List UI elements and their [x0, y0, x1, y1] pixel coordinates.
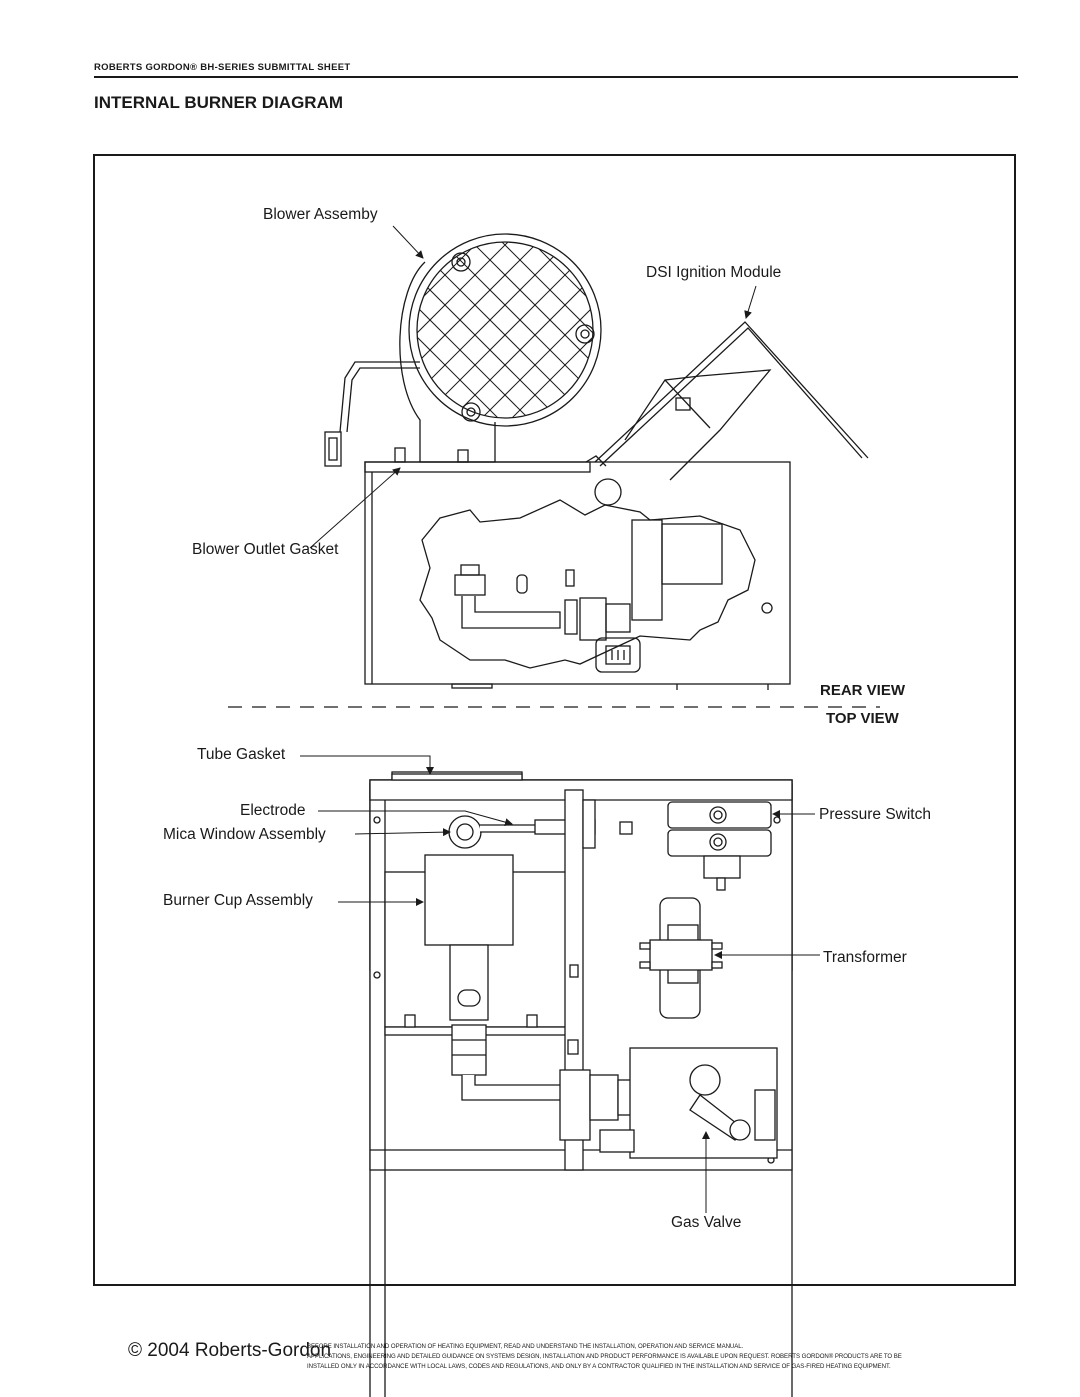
- dsi-ignition-module: [586, 322, 868, 480]
- leader-tube-gasket: [300, 756, 430, 774]
- label-mica-window-assembly: Mica Window Assembly: [163, 826, 326, 843]
- label-dsi-ignition-module: DSI Ignition Module: [646, 264, 782, 281]
- label-transformer: Transformer: [823, 949, 907, 966]
- label-blower-assembly: Blower Assemby: [263, 206, 378, 223]
- disclaimer-line: INSTALLED ONLY IN ACCORDANCE WITH LOCAL LAWS, CODES AND REGULATIONS, AND ONLY BY A CONTRACTOR QUALIFIED IN THE INSTALLATION AND SERVICE OF GAS-FIRED HEATING EQUIPMENT.: [307, 1363, 891, 1370]
- label-burner-cup-assembly: Burner Cup Assembly: [163, 892, 313, 909]
- leader-blower-outlet-gasket: [310, 468, 400, 548]
- top-view-body: [370, 774, 792, 1170]
- label-electrode: Electrode: [240, 802, 306, 819]
- label-blower-outlet-gasket: Blower Outlet Gasket: [192, 541, 339, 558]
- leader-blower-assembly: [393, 226, 423, 258]
- footer-disclaimer: [307, 1342, 1047, 1372]
- label-top-view: TOP VIEW: [826, 710, 899, 727]
- disclaimer-line: BEFORE INSTALLATION AND OPERATION OF HEATING EQUIPMENT, READ AND UNDERSTAND THE INSTALLATION, OPERATION AND SERVICE MANUAL.: [307, 1343, 744, 1350]
- rear-housing: [365, 462, 790, 690]
- label-tube-gasket: Tube Gasket: [197, 746, 286, 763]
- blower-assembly: [300, 145, 710, 510]
- label-gas-valve: Gas Valve: [671, 1214, 742, 1231]
- label-pressure-switch: Pressure Switch: [819, 806, 931, 823]
- disclaimer-line: APPLICATIONS, ENGINEERING AND DETAILED GUIDANCE ON SYSTEMS DESIGN, INSTALLATION AND PRODUCT PERFORMANCE IS AVAILABLE UPON REQUEST. ROBERTS GORDON® PRODUCTS ARE TO BE: [307, 1353, 902, 1360]
- header-brand-line: ROBERTS GORDON® BH-SERIES SUBMITTAL SHEET: [94, 62, 351, 73]
- label-rear-view: REAR VIEW: [820, 682, 906, 699]
- footer-copyright: © 2004 Roberts-Gordon: [128, 1340, 332, 1361]
- leader-dsi-module: [746, 286, 756, 318]
- page-title: INTERNAL BURNER DIAGRAM: [94, 93, 344, 112]
